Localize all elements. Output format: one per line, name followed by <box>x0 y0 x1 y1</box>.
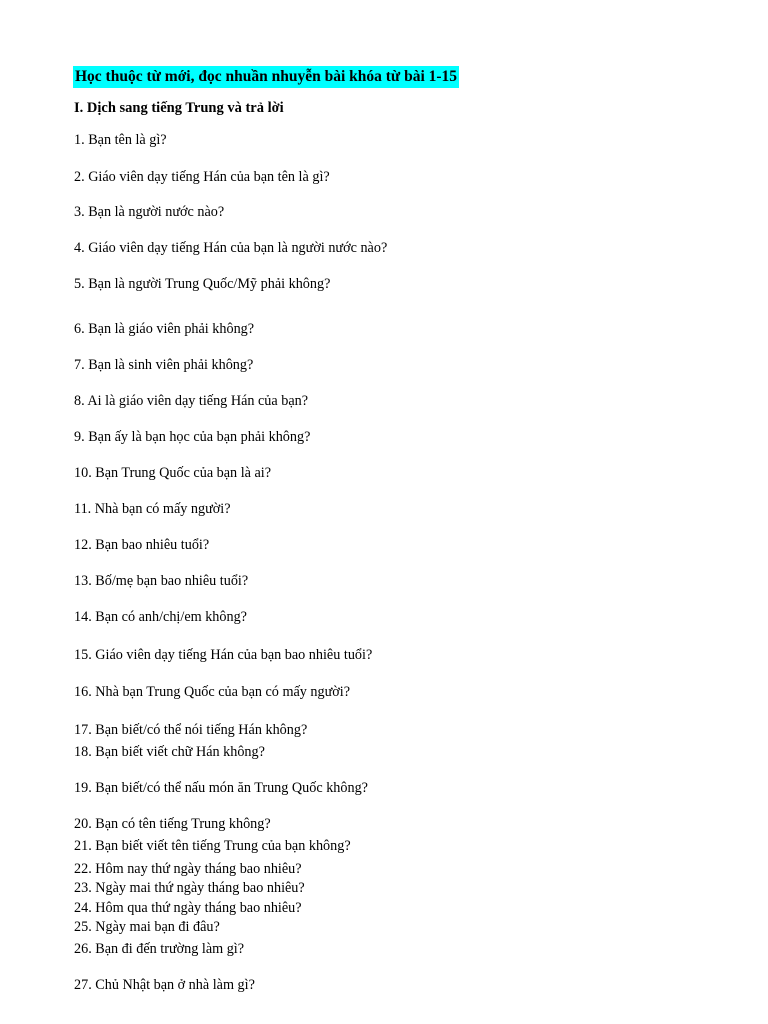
question-item: 5. Bạn là người Trung Quốc/Mỹ phải không? <box>74 276 331 292</box>
question-item: 22. Hôm nay thứ ngày tháng bao nhiêu? <box>74 861 302 877</box>
question-item: 24. Hôm qua thứ ngày tháng bao nhiêu? <box>74 900 302 916</box>
question-item: 26. Bạn đi đến trường làm gì? <box>74 941 245 957</box>
question-item: 18. Bạn biết viết chữ Hán không? <box>74 744 265 760</box>
question-item: 23. Ngày mai thứ ngày tháng bao nhiêu? <box>74 880 305 896</box>
question-item: 14. Bạn có anh/chị/em không? <box>74 609 247 625</box>
question-item: 11. Nhà bạn có mấy người? <box>74 501 231 517</box>
question-item: 7. Bạn là sinh viên phải không? <box>74 357 254 373</box>
question-item: 1. Bạn tên là gì? <box>74 132 167 148</box>
section-heading: I. Dịch sang tiếng Trung và trả lời <box>74 100 284 116</box>
question-item: 10. Bạn Trung Quốc của bạn là ai? <box>74 465 272 481</box>
question-item: 12. Bạn bao nhiêu tuổi? <box>74 537 210 553</box>
question-item: 13. Bố/mẹ bạn bao nhiêu tuổi? <box>74 573 249 589</box>
question-item: 16. Nhà bạn Trung Quốc của bạn có mấy người? <box>74 684 351 700</box>
question-item: 3. Bạn là người nước nào? <box>74 204 225 220</box>
question-item: 2. Giáo viên dạy tiếng Hán của bạn tên là gì? <box>74 169 330 185</box>
question-item: 8. Ai là giáo viên dạy tiếng Hán của bạn? <box>74 393 309 409</box>
question-item: 9. Bạn ấy là bạn học của bạn phải không? <box>74 429 311 445</box>
question-item: 21. Bạn biết viết tên tiếng Trung của bạn không? <box>74 838 351 854</box>
question-item: 27. Chủ Nhật bạn ở nhà làm gì? <box>74 977 255 993</box>
question-item: 6. Bạn là giáo viên phải không? <box>74 321 255 337</box>
question-item: 17. Bạn biết/có thể nói tiếng Hán không? <box>74 722 308 738</box>
question-item: 20. Bạn có tên tiếng Trung không? <box>74 816 271 832</box>
document-title: Học thuộc từ mới, đọc nhuần nhuyễn bài khóa từ bài 1-15 <box>73 66 459 88</box>
question-item: 19. Bạn biết/có thể nấu món ăn Trung Quốc không? <box>74 780 368 796</box>
question-item: 25. Ngày mai bạn đi đâu? <box>74 919 220 935</box>
question-item: 4. Giáo viên dạy tiếng Hán của bạn là người nước nào? <box>74 240 388 256</box>
question-item: 15. Giáo viên dạy tiếng Hán của bạn bao nhiêu tuổi? <box>74 647 373 663</box>
